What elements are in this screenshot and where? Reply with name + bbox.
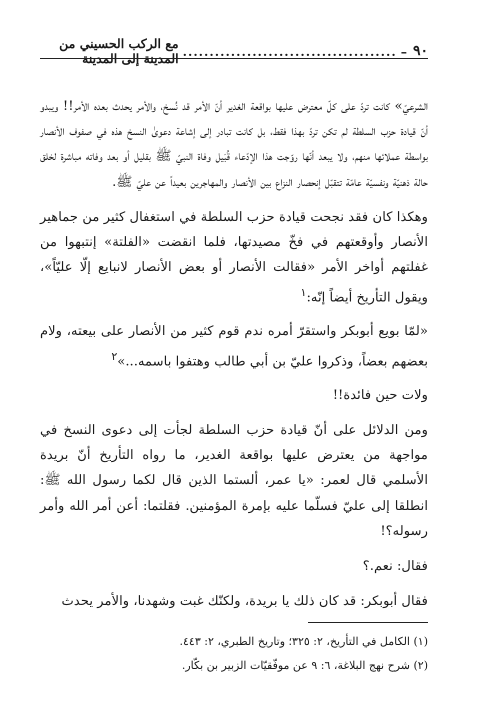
footnote-marker-2: ٢ xyxy=(111,350,118,364)
quotation xyxy=(40,319,428,375)
page-number: ٩٠ xyxy=(412,43,428,59)
footnote-2: (٢) شرح نهج البلاغة، ٦: ٩ عن موفّقيّات الزبير بن بكّار. xyxy=(181,659,428,672)
header-divider xyxy=(40,58,428,59)
running-title: مع الركب الحسيني من المدينة إلى المدينة xyxy=(59,36,179,66)
paragraph-1: الشرعيّ» كانت تردّ على كلّ معترض عليها بواقعة الغدير أنّ الأمر قد نُسخ، والأمر يحدث بعده الأمر!! ويبدو أنّ قيادة حزب السلطة لم تكن تردّ بهذا فقط، بل كانت تبادر إلى إشاعة دعوىٰ النسخ هذه في صفوف الأنصار بواسطة عملائها منهم، ولا يبعد أنّها روّجت هذا الإدّعاء قُبَيل وفاة النبيّ ﷺ بقليل أو بعد وفاته مباشرة لخلق حالة ذهنيّة ونفسيّة عامّة تتقبّل إنحصار النزاع بين الأنصار والمهاجرين بعيداً عن عليّ ﷺ. xyxy=(40,99,428,190)
footnote-marker-1: ١ xyxy=(300,286,307,300)
paragraph-6: فقال: نعم.؟ xyxy=(362,559,428,575)
main-text xyxy=(40,94,428,614)
paragraph-7: فقال أبوبكر: قد كان ذلك يا بريدة، ولكنّك غبت وشهدنا، والأمر يحدث xyxy=(61,594,428,610)
paragraph-2-text: وهكذا كان فقد نجحت قيادة حزب السلطة في استغفال كثير من جماهير الأنصار وأوقعتهم في فخّ مصيدتها، فلما انقضت «الفلتة» إنتبهوا من غفلتهم أواخر الأمر «فقالت الأنصار أو بعض الأنصار لانبايع إلّا عليّاً»، ويقول التأريخ أيضاً إنّه: xyxy=(40,209,428,306)
header-leader-dots: ........................................ xyxy=(182,43,397,59)
paragraph-4: ولات حين فائدة!! xyxy=(332,387,428,403)
paragraph-2 xyxy=(40,205,428,311)
header-dash: – xyxy=(400,43,407,59)
footnote-1: (١) الكامل في التأريخ، ٢: ٣٢٥؛ وتاريخ الطبري، ٢: ٤٤٣. xyxy=(179,635,428,648)
quotation-text: «لمّا بويع أبوبكر واستقرّ أمره ندم قوم كثير من الأنصار على بيعته، ولام بعضهم بعضاً، وذكروا عليّ بن أبي طالب وهتفوا باسمه...» xyxy=(40,324,428,370)
footnote-divider xyxy=(308,622,428,623)
footnotes xyxy=(40,630,428,678)
page-header xyxy=(40,36,428,66)
paragraph-5: ومن الدلائل على أنّ قيادة حزب السلطة لجأت إلى دعوى النسخ في مواجهة من يعترض عليها بواقعة الغدير، ما رواه التأريخ أنّ بريدة الأسلمي قال لعمر: «يا عمر، ألستما الذين قال لكما رسول الله ﷺ: انطلقا إلى عليّ فسلّما عليه بإمرة المؤمنين. فقلتما: أعن أمر الله وأمر رسوله؟! xyxy=(40,423,428,539)
